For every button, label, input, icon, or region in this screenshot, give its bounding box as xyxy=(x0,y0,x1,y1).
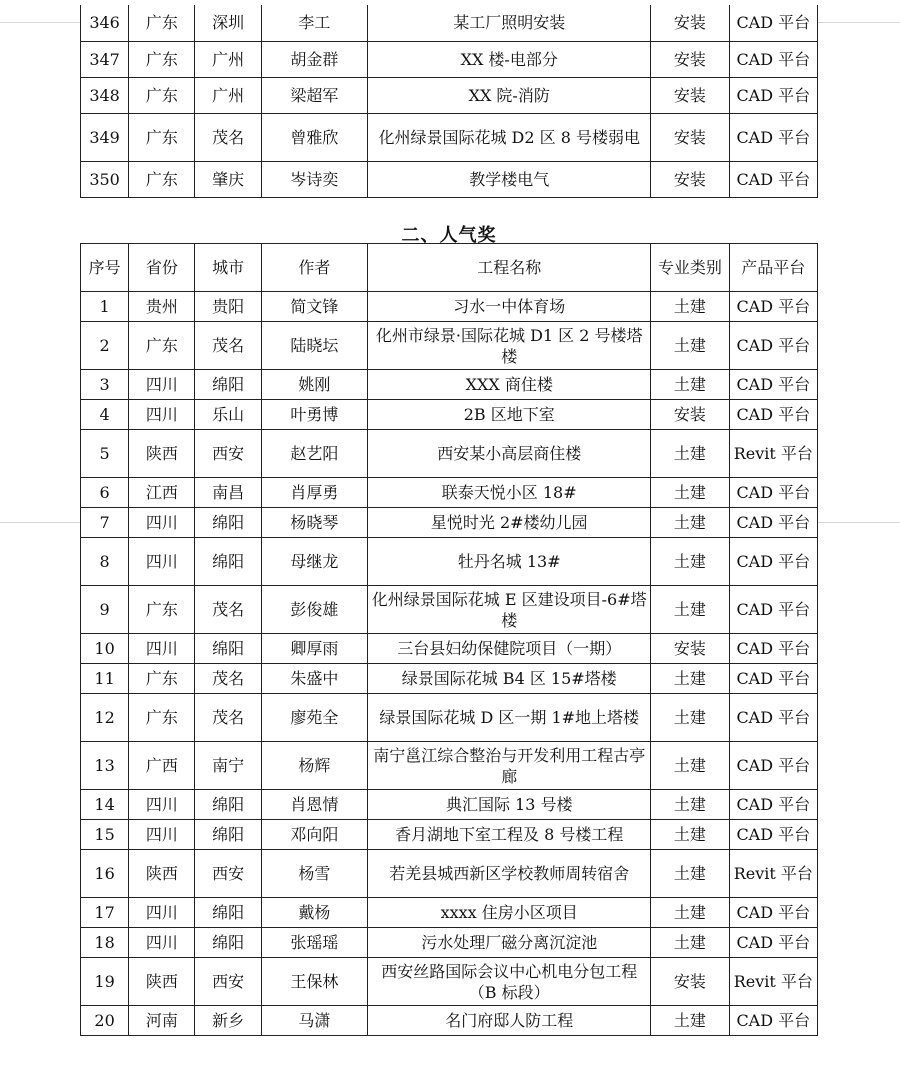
cell-platform: CAD 平台 xyxy=(729,370,817,400)
cell-project-name: XX 楼-电部分 xyxy=(368,41,651,77)
table-row xyxy=(81,928,818,958)
cell-platform: CAD 平台 xyxy=(729,898,817,928)
cell-province: 四川 xyxy=(129,790,195,820)
cell-author: 曾雅欣 xyxy=(261,113,367,161)
cell-category: 安装 xyxy=(651,5,729,41)
award-list-table-continued xyxy=(80,5,818,198)
cell-project-name: 若羌县城西新区学校教师周转宿舍 xyxy=(368,850,651,898)
cell-category: 土建 xyxy=(651,898,729,928)
cell-province: 陕西 xyxy=(129,850,195,898)
cell-province: 广东 xyxy=(129,41,195,77)
table-row xyxy=(81,790,818,820)
cell-row-index: 18 xyxy=(81,928,129,958)
cell-project-name: 化州绿景国际花城 D2 区 8 号楼弱电 xyxy=(368,113,651,161)
table-row xyxy=(81,742,818,790)
cell-project-name: 教学楼电气 xyxy=(368,161,651,197)
cell-project-name: 名门府邸人防工程 xyxy=(368,1006,651,1036)
cell-province: 广东 xyxy=(129,161,195,197)
cell-project-name: 西安某小高层商住楼 xyxy=(368,430,651,478)
cell-project-name: 习水一中体育场 xyxy=(368,292,651,322)
header-category: 专业类别 xyxy=(651,244,729,292)
table-row xyxy=(81,5,818,41)
cell-province: 四川 xyxy=(129,370,195,400)
cell-author: 戴杨 xyxy=(261,898,367,928)
cell-platform: Revit 平台 xyxy=(729,850,817,898)
cell-city: 茂名 xyxy=(195,586,261,634)
cell-author: 杨雪 xyxy=(261,850,367,898)
cell-author: 肖厚勇 xyxy=(261,478,367,508)
cell-platform: CAD 平台 xyxy=(729,634,817,664)
header-platform: 产品平台 xyxy=(729,244,817,292)
cell-author: 马潇 xyxy=(261,1006,367,1036)
cell-city: 南宁 xyxy=(195,742,261,790)
cell-platform: CAD 平台 xyxy=(729,742,817,790)
cell-project-name: 绿景国际花城 B4 区 15#塔楼 xyxy=(368,664,651,694)
cell-project-name: 污水处理厂磁分离沉淀池 xyxy=(368,928,651,958)
cell-platform: CAD 平台 xyxy=(729,928,817,958)
cell-author: 母继龙 xyxy=(261,538,367,586)
cell-category: 安装 xyxy=(651,77,729,113)
cell-row-index: 346 xyxy=(81,5,129,41)
cell-project-name: XXX 商住楼 xyxy=(368,370,651,400)
cell-row-index: 20 xyxy=(81,1006,129,1036)
cell-category: 土建 xyxy=(651,694,729,742)
cell-project-name: 联泰天悦小区 18# xyxy=(368,478,651,508)
section-title-popularity-award: 二、人气奖 xyxy=(401,225,497,246)
cell-row-index: 8 xyxy=(81,538,129,586)
cell-province: 河南 xyxy=(129,1006,195,1036)
scan-line xyxy=(818,22,900,23)
cell-platform: CAD 平台 xyxy=(729,694,817,742)
cell-row-index: 7 xyxy=(81,508,129,538)
cell-province: 贵州 xyxy=(129,292,195,322)
cell-author: 杨晓琴 xyxy=(261,508,367,538)
cell-province: 四川 xyxy=(129,508,195,538)
table-row xyxy=(81,898,818,928)
cell-city: 绵阳 xyxy=(195,790,261,820)
cell-project-name: 绿景国际花城 D 区一期 1#地上塔楼 xyxy=(368,694,651,742)
cell-platform: CAD 平台 xyxy=(729,790,817,820)
cell-row-index: 17 xyxy=(81,898,129,928)
cell-platform: CAD 平台 xyxy=(729,538,817,586)
cell-city: 新乡 xyxy=(195,1006,261,1036)
cell-province: 四川 xyxy=(129,820,195,850)
cell-category: 土建 xyxy=(651,478,729,508)
cell-province: 广东 xyxy=(129,5,195,41)
cell-row-index: 6 xyxy=(81,478,129,508)
cell-city: 绵阳 xyxy=(195,508,261,538)
table-row xyxy=(81,292,818,322)
table-row xyxy=(81,586,818,634)
cell-category: 土建 xyxy=(651,742,729,790)
cell-author: 杨辉 xyxy=(261,742,367,790)
cell-city: 西安 xyxy=(195,958,261,1006)
cell-author: 岑诗奕 xyxy=(261,161,367,197)
cell-author: 彭俊雄 xyxy=(261,586,367,634)
table-row xyxy=(81,430,818,478)
cell-province: 广东 xyxy=(129,322,195,370)
table-row xyxy=(81,634,818,664)
cell-city: 茂名 xyxy=(195,322,261,370)
table-row xyxy=(81,478,818,508)
cell-author: 胡金群 xyxy=(261,41,367,77)
cell-city: 广州 xyxy=(195,41,261,77)
cell-author: 卿厚雨 xyxy=(261,634,367,664)
cell-city: 乐山 xyxy=(195,400,261,430)
cell-platform: CAD 平台 xyxy=(729,5,817,41)
table-row xyxy=(81,694,818,742)
cell-platform: CAD 平台 xyxy=(729,77,817,113)
table-header-row xyxy=(81,244,818,292)
cell-project-name: 星悦时光 2#楼幼儿园 xyxy=(368,508,651,538)
cell-category: 土建 xyxy=(651,586,729,634)
cell-category: 土建 xyxy=(651,322,729,370)
cell-province: 四川 xyxy=(129,400,195,430)
cell-platform: Revit 平台 xyxy=(729,430,817,478)
cell-row-index: 11 xyxy=(81,664,129,694)
cell-platform: CAD 平台 xyxy=(729,400,817,430)
cell-project-name: 南宁邕江综合整治与开发利用工程古亭廊 xyxy=(368,742,651,790)
cell-author: 陆晓坛 xyxy=(261,322,367,370)
cell-author: 姚刚 xyxy=(261,370,367,400)
popularity-award-table xyxy=(80,243,818,1036)
cell-row-index: 3 xyxy=(81,370,129,400)
cell-platform: Revit 平台 xyxy=(729,958,817,1006)
cell-author: 朱盛中 xyxy=(261,664,367,694)
cell-category: 土建 xyxy=(651,292,729,322)
cell-row-index: 15 xyxy=(81,820,129,850)
cell-row-index: 13 xyxy=(81,742,129,790)
table-row xyxy=(81,958,818,1006)
cell-category: 土建 xyxy=(651,430,729,478)
cell-row-index: 1 xyxy=(81,292,129,322)
cell-platform: CAD 平台 xyxy=(729,508,817,538)
cell-project-name: 化州绿景国际花城 E 区建设项目-6#塔楼 xyxy=(368,586,651,634)
header-city: 城市 xyxy=(195,244,261,292)
cell-project-name: 牡丹名城 13# xyxy=(368,538,651,586)
cell-author: 廖苑全 xyxy=(261,694,367,742)
table-row xyxy=(81,41,818,77)
cell-project-name: 三台县妇幼保健院项目（一期） xyxy=(368,634,651,664)
cell-author: 简文锋 xyxy=(261,292,367,322)
cell-city: 绵阳 xyxy=(195,898,261,928)
cell-category: 土建 xyxy=(651,370,729,400)
cell-city: 绵阳 xyxy=(195,538,261,586)
table-row xyxy=(81,113,818,161)
cell-province: 陕西 xyxy=(129,958,195,1006)
cell-category: 土建 xyxy=(651,538,729,586)
cell-city: 绵阳 xyxy=(195,928,261,958)
cell-row-index: 10 xyxy=(81,634,129,664)
cell-platform: CAD 平台 xyxy=(729,41,817,77)
cell-project-name: 典汇国际 13 号楼 xyxy=(368,790,651,820)
cell-author: 肖恩情 xyxy=(261,790,367,820)
cell-row-index: 349 xyxy=(81,113,129,161)
cell-category: 土建 xyxy=(651,664,729,694)
cell-row-index: 2 xyxy=(81,322,129,370)
cell-province: 四川 xyxy=(129,898,195,928)
cell-province: 广东 xyxy=(129,586,195,634)
cell-province: 广西 xyxy=(129,742,195,790)
cell-province: 四川 xyxy=(129,928,195,958)
table-row xyxy=(81,664,818,694)
cell-row-index: 4 xyxy=(81,400,129,430)
header-province: 省份 xyxy=(129,244,195,292)
header-author: 作者 xyxy=(261,244,367,292)
cell-project-name: 香月湖地下室工程及 8 号楼工程 xyxy=(368,820,651,850)
cell-author: 梁超军 xyxy=(261,77,367,113)
cell-city: 广州 xyxy=(195,77,261,113)
cell-row-index: 348 xyxy=(81,77,129,113)
cell-row-index: 5 xyxy=(81,430,129,478)
cell-platform: CAD 平台 xyxy=(729,586,817,634)
scan-line xyxy=(818,522,900,523)
cell-platform: CAD 平台 xyxy=(729,292,817,322)
cell-city: 茂名 xyxy=(195,113,261,161)
cell-city: 绵阳 xyxy=(195,634,261,664)
cell-project-name: 西安丝路国际会议中心机电分包工程（B 标段） xyxy=(368,958,651,1006)
table-row xyxy=(81,820,818,850)
cell-row-index: 16 xyxy=(81,850,129,898)
table-row xyxy=(81,161,818,197)
cell-author: 叶勇博 xyxy=(261,400,367,430)
cell-city: 茂名 xyxy=(195,664,261,694)
cell-city: 绵阳 xyxy=(195,370,261,400)
cell-city: 西安 xyxy=(195,430,261,478)
cell-author: 赵艺阳 xyxy=(261,430,367,478)
table-row xyxy=(81,538,818,586)
cell-city: 贵阳 xyxy=(195,292,261,322)
cell-category: 土建 xyxy=(651,850,729,898)
cell-row-index: 19 xyxy=(81,958,129,1006)
cell-province: 广东 xyxy=(129,113,195,161)
cell-project-name: 某工厂照明安装 xyxy=(368,5,651,41)
cell-row-index: 9 xyxy=(81,586,129,634)
table-row xyxy=(81,1006,818,1036)
cell-province: 广东 xyxy=(129,694,195,742)
cell-category: 安装 xyxy=(651,113,729,161)
cell-category: 安装 xyxy=(651,400,729,430)
cell-city: 深圳 xyxy=(195,5,261,41)
cell-category: 安装 xyxy=(651,41,729,77)
scan-line xyxy=(0,522,80,523)
header-project-name: 工程名称 xyxy=(368,244,651,292)
table-row xyxy=(81,77,818,113)
cell-project-name: xxxx 住房小区项目 xyxy=(368,898,651,928)
header-index: 序号 xyxy=(81,244,129,292)
cell-platform: CAD 平台 xyxy=(729,1006,817,1036)
table-row xyxy=(81,400,818,430)
cell-project-name: XX 院-消防 xyxy=(368,77,651,113)
cell-province: 陕西 xyxy=(129,430,195,478)
cell-city: 茂名 xyxy=(195,694,261,742)
cell-city: 肇庆 xyxy=(195,161,261,197)
cell-category: 安装 xyxy=(651,958,729,1006)
table-row xyxy=(81,508,818,538)
cell-platform: CAD 平台 xyxy=(729,161,817,197)
cell-author: 张瑶瑶 xyxy=(261,928,367,958)
cell-category: 土建 xyxy=(651,928,729,958)
cell-platform: CAD 平台 xyxy=(729,113,817,161)
scan-line xyxy=(0,22,80,23)
cell-row-index: 347 xyxy=(81,41,129,77)
cell-row-index: 350 xyxy=(81,161,129,197)
cell-platform: CAD 平台 xyxy=(729,820,817,850)
cell-category: 安装 xyxy=(651,634,729,664)
cell-row-index: 14 xyxy=(81,790,129,820)
cell-province: 四川 xyxy=(129,634,195,664)
cell-city: 绵阳 xyxy=(195,820,261,850)
cell-author: 邓向阳 xyxy=(261,820,367,850)
cell-category: 土建 xyxy=(651,790,729,820)
cell-category: 土建 xyxy=(651,820,729,850)
cell-city: 南昌 xyxy=(195,478,261,508)
cell-row-index: 12 xyxy=(81,694,129,742)
cell-platform: CAD 平台 xyxy=(729,478,817,508)
cell-category: 土建 xyxy=(651,1006,729,1036)
table-row xyxy=(81,850,818,898)
cell-project-name: 2B 区地下室 xyxy=(368,400,651,430)
cell-province: 广东 xyxy=(129,77,195,113)
cell-category: 安装 xyxy=(651,161,729,197)
table-row xyxy=(81,322,818,370)
cell-category: 土建 xyxy=(651,508,729,538)
cell-author: 王保林 xyxy=(261,958,367,1006)
cell-author: 李工 xyxy=(261,5,367,41)
cell-platform: CAD 平台 xyxy=(729,322,817,370)
cell-province: 广东 xyxy=(129,664,195,694)
cell-platform: CAD 平台 xyxy=(729,664,817,694)
cell-province: 江西 xyxy=(129,478,195,508)
cell-province: 四川 xyxy=(129,538,195,586)
table-row xyxy=(81,370,818,400)
cell-project-name: 化州市绿景·国际花城 D1 区 2 号楼塔楼 xyxy=(368,322,651,370)
cell-city: 西安 xyxy=(195,850,261,898)
